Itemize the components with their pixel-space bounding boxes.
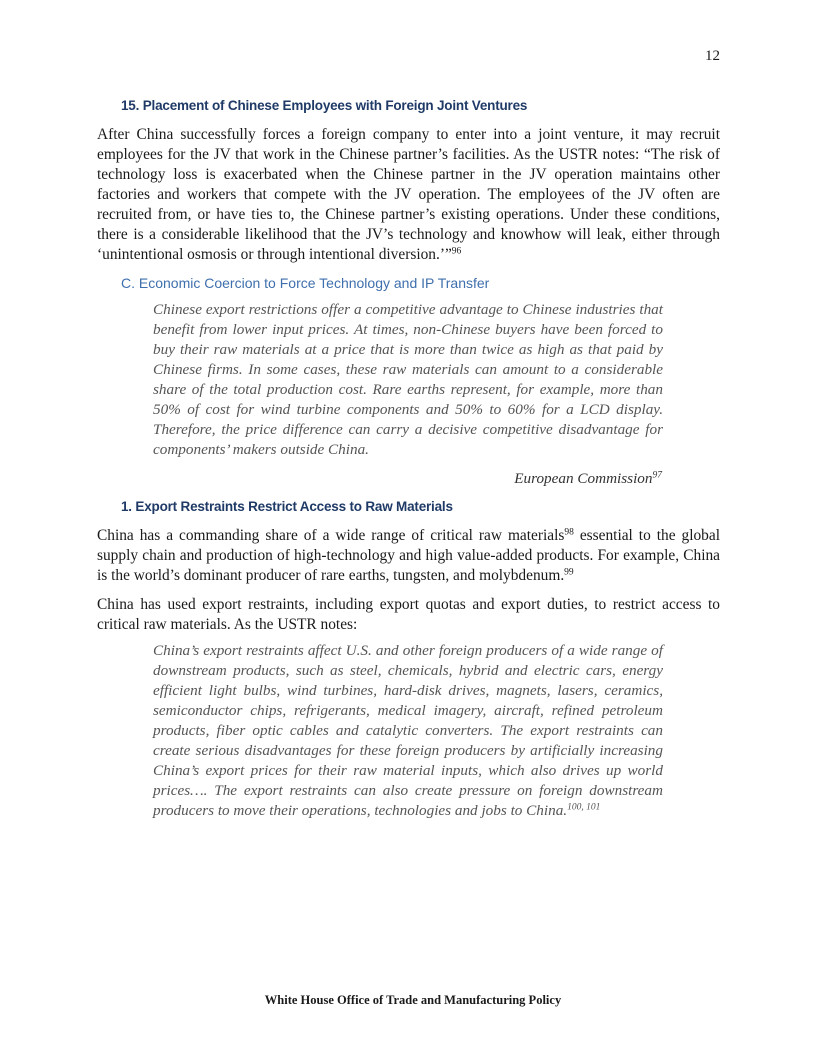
- export-restraints-paragraph: China has used export restraints, including export quotas and export duties, to restrict access to critical raw materials. As the USTR notes:: [97, 596, 720, 633]
- footnote-98[interactable]: 98: [564, 527, 574, 538]
- section-15-paragraph: [97, 125, 720, 265]
- european-commission-quote: Chinese export restrictions offer a competitive advantage to Chinese industries that benefit from lower input prices. At times, non-Chinese buyers have been forced to buy their raw materials at a price that is more than twice as high as that paid by Chinese firms. In some cases, these raw materials can amount to a considerable share of the total production cost. Rare earths represent, for example, more than 50% of cost for wind turbine components and 50% to 60% for a LCD display. Therefore, the price difference can carry a decisive competitive disadvantage for components’ makers outside China.: [153, 301, 663, 458]
- footnote-96[interactable]: 96: [451, 246, 462, 257]
- ustr-quote-text: China’s export restraints affect U.S. and other foreign producers of a wide range of downstream products, such as steel, chemicals, hybrid and electric cars, energy efficient light bulbs, wind turbines, hard-disk drives, magnets, lasers, ceramics, semiconductor chips, refrigerants, medical imagery, aircraft, refined petroleum products, fiber optic cables and catalytic converters. The export restraints can create serious disadvantages for these foreign producers by artificially increasing China’s export prices for their raw material inputs, which also drives up world prices…. The export restraints can also create pressure on foreign downstream producers to move their operations, technologies and jobs to China.: [153, 642, 663, 819]
- footnote-97[interactable]: 97: [652, 470, 662, 481]
- section-c-heading: C. Economic Coercion to Force Technology and IP Transfer: [121, 275, 490, 291]
- section-1-heading: 1. Export Restraints Restrict Access to Raw Materials: [121, 499, 453, 514]
- section-15-text: After China successfully forces a foreign company to enter into a joint venture, it may recruit employees for the JV that work in the Chinese partner’s facilities. As the USTR notes: “The risk of technology loss is exacerbated when the Chinese partner in the JV operation maintains other factories and workers that compete with the JV operation. The employees of the JV often are recruited from, or have ties to, the Chinese partner’s existing operations. Under these conditions, there is a considerable likelihood that the JV’s technology and knowhow will leak, either through ‘unintentional osmosis or through intentional diversion.’”: [97, 126, 720, 263]
- raw-materials-paragraph: [97, 526, 720, 586]
- attribution-text: European Commission: [514, 470, 653, 487]
- quote-attribution: [514, 470, 662, 488]
- ustr-quote: [153, 641, 663, 821]
- page-number: 12: [705, 48, 720, 64]
- footnote-100-101[interactable]: 100, 101: [567, 802, 601, 813]
- footnote-99[interactable]: 99: [564, 567, 574, 578]
- page-footer: White House Office of Trade and Manufacturing Policy: [264, 993, 562, 1007]
- section-15-heading: 15. Placement of Chinese Employees with Foreign Joint Ventures: [121, 98, 528, 113]
- raw-materials-text-a: China has a commanding share of a wide range of critical raw materials: [97, 527, 565, 544]
- raw-materials-text-b: essential to the global supply chain and production of high-technology and high value-added products. For example, China is the world’s dominant producer of rare earths, tungsten, and molybdenum.: [97, 527, 720, 584]
